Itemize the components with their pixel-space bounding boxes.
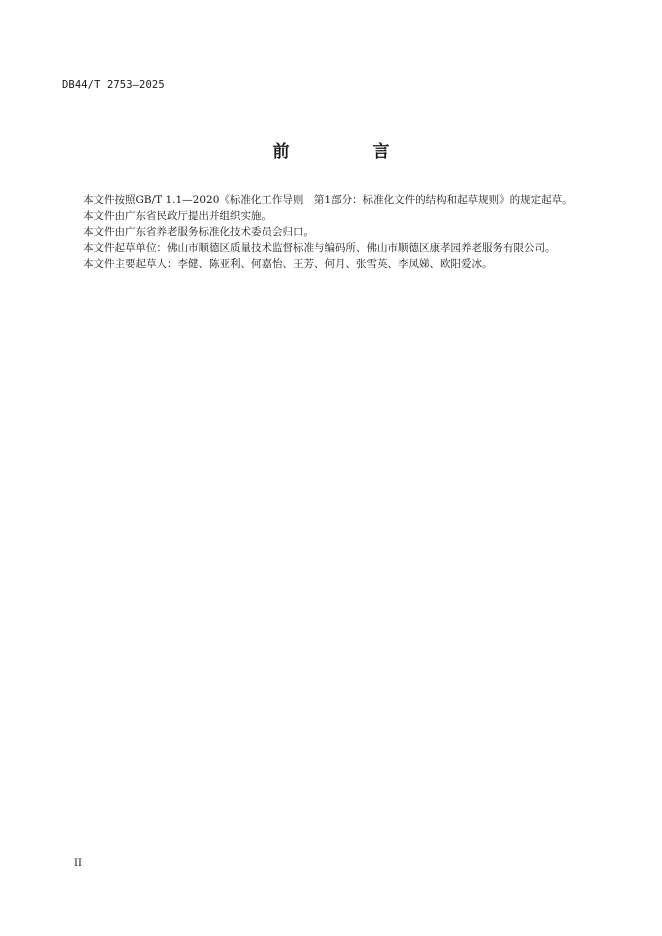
paragraph-drafting-units: 本文件起草单位：佛山市顺德区质量技术监督标准与编码所、佛山市顺德区康孝园养老服务有限公司。 [83, 242, 556, 254]
page-number: II [74, 858, 82, 869]
page-title: 前 言 [272, 142, 423, 162]
paragraph-responsible-committee: 本文件由广东省养老服务标准化技术委员会归口。 [83, 226, 314, 238]
foreword-body [62, 192, 584, 272]
paragraph-main-drafters: 本文件主要起草人：李健、陈亚利、何嘉怡、王芳、何月、张雪英、李凤娣、欧阳爱冰。 [83, 258, 493, 270]
document-id: DB44/T 2753—2025 [62, 79, 165, 91]
paragraph-drafting-rules: 本文件按照GB/T 1.1—2020《标准化工作导则 第1部分：标准化文件的结构和起草规则》的规定起草。 [83, 194, 573, 206]
paragraph-proposer: 本文件由广东省民政厅提出并组织实施。 [83, 210, 272, 222]
